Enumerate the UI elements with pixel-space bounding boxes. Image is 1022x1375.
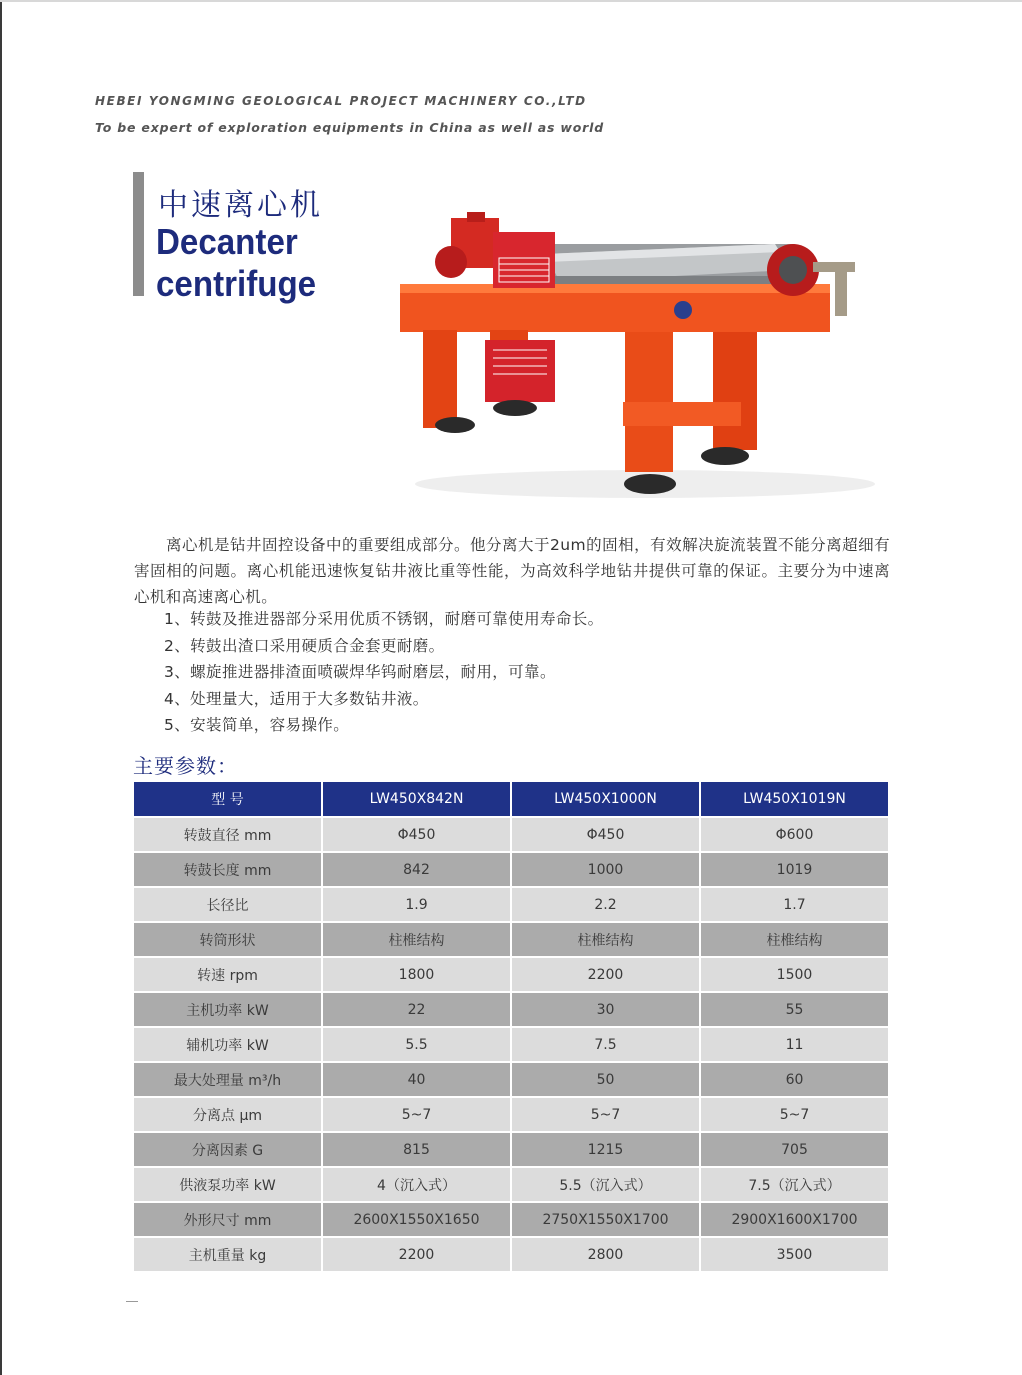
row-label: 主机重量 kg [134,1237,322,1271]
table-cell: 842 [322,852,511,887]
table-row [134,1062,888,1097]
spec-table [134,782,888,1271]
decanter-centrifuge-image [395,212,885,502]
table-cell: 55 [700,992,888,1027]
row-label: 转鼓长度 mm [134,852,322,887]
company-name: HEBEI YONGMING GEOLOGICAL PROJECT MACHINERY CO.,LTD [95,94,587,108]
table-cell: 2200 [322,1237,511,1271]
title-accent-bar [133,172,144,296]
header-cell: LW450X1000N [511,782,700,817]
table-cell: 2800 [511,1237,700,1271]
table-row [134,852,888,887]
table-row [134,1167,888,1202]
table-cell: 11 [700,1027,888,1062]
table-cell: 2200 [511,957,700,992]
row-label: 转速 rpm [134,957,322,992]
table-cell: 7.5（沉入式） [700,1167,888,1202]
table-cell: 柱椎结构 [700,922,888,957]
table-cell: 5~7 [322,1097,511,1132]
table-cell: Φ450 [322,817,511,852]
page-border-left [0,0,2,1375]
table-cell: 柱椎结构 [511,922,700,957]
product-title-en-line1: Decanter [156,221,298,262]
table-cell: 1019 [700,852,888,887]
header-cell: 型 号 [134,782,322,817]
table-cell: 1.9 [322,887,511,922]
table-header-row [134,782,888,817]
row-label: 供液泵功率 kW [134,1167,322,1202]
table-cell: 7.5 [511,1027,700,1062]
table-row [134,817,888,852]
row-label: 最大处理量 m³/h [134,1062,322,1097]
table-cell: 2.2 [511,887,700,922]
feature-item: 3、螺旋推进器排渣面喷碳焊华钨耐磨层，耐用，可靠。 [164,663,556,681]
row-label: 转鼓直径 mm [134,817,322,852]
feature-list [164,606,604,739]
table-cell: 40 [322,1062,511,1097]
table-cell: 5~7 [700,1097,888,1132]
table-cell: 柱椎结构 [322,922,511,957]
row-label: 转筒形状 [134,922,322,957]
table-cell: 5.5（沉入式） [511,1167,700,1202]
row-label: 分离因素 G [134,1132,322,1167]
table-row [134,1237,888,1271]
table-cell: 2750X1550X1700 [511,1202,700,1237]
table-cell: 705 [700,1132,888,1167]
header-cell: LW450X842N [322,782,511,817]
table-cell: 5~7 [511,1097,700,1132]
table-cell: 30 [511,992,700,1027]
row-label: 分离点 μm [134,1097,322,1132]
feature-item: 2、转鼓出渣口采用硬质合金套更耐磨。 [164,636,445,655]
table-row [134,922,888,957]
table-cell: 60 [700,1062,888,1097]
table-cell: 2600X1550X1650 [322,1202,511,1237]
table-row [134,1027,888,1062]
header-cell: LW450X1019N [700,782,888,817]
table-cell: 1500 [700,957,888,992]
row-label: 主机功率 kW [134,992,322,1027]
description-paragraph: 离心机是钻井固控设备中的重要组成部分。他分离大于2um的固相，有效解决旋流装置不能分离超细有害固相的问题。离心机能迅速恢复钻井液比重等性能，为高效科学地钻井提供可靠的保证。主要分为中速离心机和高速离心机。 [134,536,890,606]
table-cell: 22 [322,992,511,1027]
table-cell: 1800 [322,957,511,992]
table-row [134,887,888,922]
table-cell: 1000 [511,852,700,887]
table-cell: 1215 [511,1132,700,1167]
product-title-en-line2: centrifuge [156,263,317,304]
table-cell: 1.7 [700,887,888,922]
page-foot-mark [126,1301,138,1302]
table-row [134,1132,888,1167]
row-label: 长径比 [134,887,322,922]
table-cell: Φ450 [511,817,700,852]
feature-item: 1、转鼓及推进器部分采用优质不锈钢，耐磨可靠使用寿命长。 [164,610,604,628]
table-row [134,992,888,1027]
table-cell: 2900X1600X1700 [700,1202,888,1237]
feature-item: 4、处理量大，适用于大多数钻井液。 [164,689,429,708]
params-heading: 主要参数： [133,754,238,778]
table-cell: 815 [322,1132,511,1167]
row-label: 外形尺寸 mm [134,1202,322,1237]
table-row [134,1097,888,1132]
table-cell: 5.5 [322,1027,511,1062]
product-title-cn: 中速离心机 [158,188,323,223]
table-cell: 50 [511,1062,700,1097]
table-cell: Φ600 [700,817,888,852]
company-slogan: To be expert of exploration equipments in China as well as world [95,120,604,135]
table-row [134,957,888,992]
table-cell: 3500 [700,1237,888,1271]
table-row [134,1202,888,1237]
feature-item: 5、安装简单，容易操作。 [164,716,350,734]
page-border-top [0,0,1022,2]
row-label: 辅机功率 kW [134,1027,322,1062]
table-cell: 4（沉入式） [322,1167,511,1202]
product-description [134,532,890,610]
